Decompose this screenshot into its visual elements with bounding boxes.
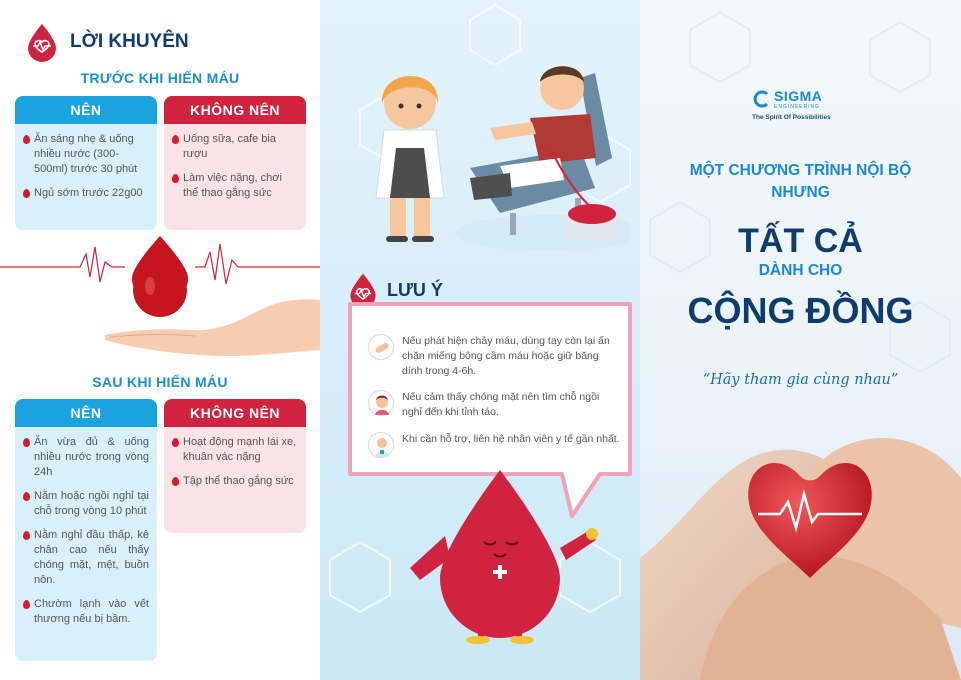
before-dont-column [164,96,306,230]
before-do-label: NÊN [15,96,157,124]
dizzy-person-icon [368,390,394,416]
list-item: Ngủ sớm trước 22g00 [23,186,149,201]
cover-panel [640,0,961,680]
list-item: Hoạt động mạnh lái xe, khuân vác nặng [172,435,298,465]
list-item: Tập thể thao gắng sức [172,474,298,489]
list-item: Uống sữa, cafe bia rượu [172,132,298,162]
blood-drop-icon [130,236,190,318]
list-item: Nằm hoặc ngồi nghỉ tại chỗ trong vòng 10 phút [23,489,149,519]
blood-drop-icon [23,189,30,198]
blood-drop-icon [23,135,30,144]
medical-staff-icon [368,432,394,458]
after-donation-title: SAU KHI HIẾN MÁU [92,374,228,390]
list-item: Làm việc nặng, chơi thể thao gắng sức [172,171,298,201]
before-donation-title: TRƯỚC KHI HIẾN MÁU [80,70,240,86]
blood-drop-icon [172,174,179,183]
list-item: Chườm lạnh vào vết thương nếu bị bầm. [23,597,149,627]
advice-panel [0,0,320,680]
sigma-logo-icon [752,90,770,108]
list-item: Ăn vừa đủ & uống nhiều nước trong vòng 24h [23,435,149,480]
blood-drop-icon [172,477,179,486]
hands-holding-heart-photo [640,418,961,680]
note-item: Khi cần hỗ trợ, liên hệ nhân viên y tế gần nhất. [368,432,620,458]
blood-drop-icon [172,438,179,447]
after-do-column [15,399,157,661]
blood-drop-mascot [400,468,600,644]
notes-panel [320,0,640,680]
note-item: Nếu cảm thấy chóng mặt nên tìm chỗ ngồi nghỉ đến khi tỉnh táo. [368,390,620,420]
slogan-all: TẤT CẢ [738,222,863,260]
quote-text: “Hãy tham gia cùng nhau” [702,372,899,388]
after-dont-label: KHÔNG NÊN [164,399,306,427]
before-do-column [15,96,157,230]
before-dont-label: KHÔNG NÊN [164,96,306,124]
slogan-line-1: MỘT CHƯƠNG TRÌNH NỘI BỘ NHƯNG [689,162,912,201]
blood-drop-icon [23,600,30,609]
logo-name: SIGMA [774,88,823,104]
blood-drop-icon [23,531,30,540]
list-item: Ăn sáng nhẹ & uống nhiều nước (300-500ml) trước 30 phút [23,132,149,177]
heart-pulse-icon [22,22,62,62]
note-item: Nếu phát hiện chảy máu, dùng tay còn lại ấn chặn miếng bông cầm máu hoặc giữ băng dính trong 4-6h. [368,334,620,379]
advice-title: LỜI KHUYÊN [70,31,189,52]
after-do-label: NÊN [15,399,157,427]
logo-tagline: The Spirit Of Possibilities [752,114,831,121]
advice-header [22,22,189,62]
logo-sub: ENGINEERING [774,104,821,110]
blood-donation-illustration [350,48,630,258]
slogan-for: DÀNH CHO [758,262,843,279]
blood-drop-icon [23,438,30,447]
notes-title: LƯU Ý [387,279,443,300]
after-dont-column [164,399,306,533]
blood-drop-icon [172,135,179,144]
bandage-icon [368,334,394,360]
slogan-community: CỘNG ĐỒNG [687,290,914,331]
list-item: Nằm nghỉ đầu thấp, kê chân cao nếu thấy chóng mặt, mệt, buồn nôn. [23,528,149,588]
blood-drop-icon [23,492,30,501]
sigma-logo [752,88,831,121]
